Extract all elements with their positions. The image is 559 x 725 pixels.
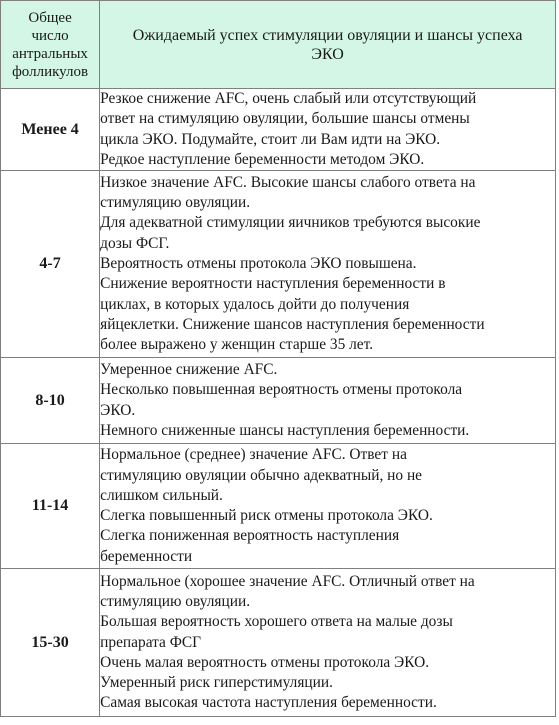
description-line: дозы ФСГ. bbox=[100, 234, 170, 252]
description-line: Снижение вероятности наступления беременности в bbox=[100, 275, 446, 293]
header-line: фолликулов bbox=[12, 63, 89, 80]
description-cell bbox=[100, 444, 556, 569]
afc-range-cell: 8-10 bbox=[1, 358, 100, 444]
afc-range-cell: 15-30 bbox=[1, 569, 100, 717]
description-line: Нормальное (среднее) значение AFC. Ответ на bbox=[100, 446, 407, 464]
header-line: ЭКО bbox=[311, 45, 344, 63]
description-line: Редкое наступление беременности методом ЭКО. bbox=[100, 150, 425, 168]
description-line: слишком сильный. bbox=[100, 486, 223, 504]
table-row bbox=[1, 171, 556, 358]
afc-range-cell: Менее 4 bbox=[1, 89, 100, 171]
afc-range-cell: 4-7 bbox=[1, 171, 100, 358]
description-line: яйцеклетки. Снижение шансов наступления беременности bbox=[100, 315, 485, 333]
table-row bbox=[1, 89, 556, 171]
description-line: циклах, в которых удалось дойти до получения bbox=[100, 295, 410, 313]
header-line: Ожидаемый успех стимуляции овуляции и шансы успеха bbox=[132, 26, 523, 44]
header-line: Общее bbox=[28, 9, 72, 26]
header-afc-count bbox=[1, 1, 100, 89]
description-line: Самая высокая частота наступления беременности. bbox=[100, 694, 437, 712]
description-cell bbox=[100, 89, 556, 171]
header-line: число bbox=[31, 27, 69, 44]
afc-range-cell: 11-14 bbox=[1, 444, 100, 569]
description-line: Большая вероятность хорошего ответа на малые дозы bbox=[100, 613, 453, 631]
description-cell bbox=[100, 358, 556, 444]
description-line: Резкое снижение AFC, очень слабый или отсутствующий bbox=[100, 90, 477, 107]
description-cell bbox=[100, 569, 556, 717]
description-line: Несколько повышенная вероятность отмены протокола bbox=[100, 381, 463, 399]
description-line: Слегка повышенный риск отмены протокола ЭКО. bbox=[100, 507, 433, 525]
description-line: Слегка пониженная вероятность наступления bbox=[100, 527, 400, 545]
table-header-row bbox=[1, 1, 556, 89]
description-line: Умеренное снижение AFC. bbox=[100, 361, 278, 379]
table-row bbox=[1, 358, 556, 444]
header-line: антральных bbox=[12, 45, 88, 62]
description-line: стимуляцию овуляции. bbox=[100, 592, 251, 610]
description-line: цикла ЭКО. Подумайте, стоит ли Вам идти на ЭКО. bbox=[100, 130, 441, 148]
description-line: Немного сниженные шансы наступления беременности. bbox=[100, 421, 470, 439]
description-line: стимуляцию овуляции обычно адекватный, но не bbox=[100, 466, 423, 484]
description-line: ответ на стимуляцию овуляции, большие шансы отмены bbox=[100, 110, 470, 128]
description-line: Очень малая вероятность отмены протокола ЭКО. bbox=[100, 653, 430, 671]
description-line: стимуляцию овуляции. bbox=[100, 194, 251, 212]
description-line: Нормальное (хорошее значение AFC. Отличный ответ на bbox=[100, 572, 475, 590]
description-line: беременности bbox=[100, 547, 193, 565]
header-expected-success bbox=[100, 1, 556, 89]
table-row bbox=[1, 444, 556, 569]
description-line: препарата ФСГ bbox=[100, 633, 202, 651]
table-row bbox=[1, 569, 556, 717]
description-cell bbox=[100, 171, 556, 358]
description-line: Низкое значение AFC. Высокие шансы слабого ответа на bbox=[100, 173, 476, 191]
description-line: более выражено у женщин старше 35 лет. bbox=[100, 336, 374, 354]
description-line: Для адекватной стимуляции яичников требуются высокие bbox=[100, 214, 481, 232]
description-line: ЭКО. bbox=[100, 401, 136, 419]
description-line: Вероятность отмены протокола ЭКО повышена. bbox=[100, 255, 417, 273]
description-line: Умеренный риск гиперстимуляции. bbox=[100, 674, 333, 692]
